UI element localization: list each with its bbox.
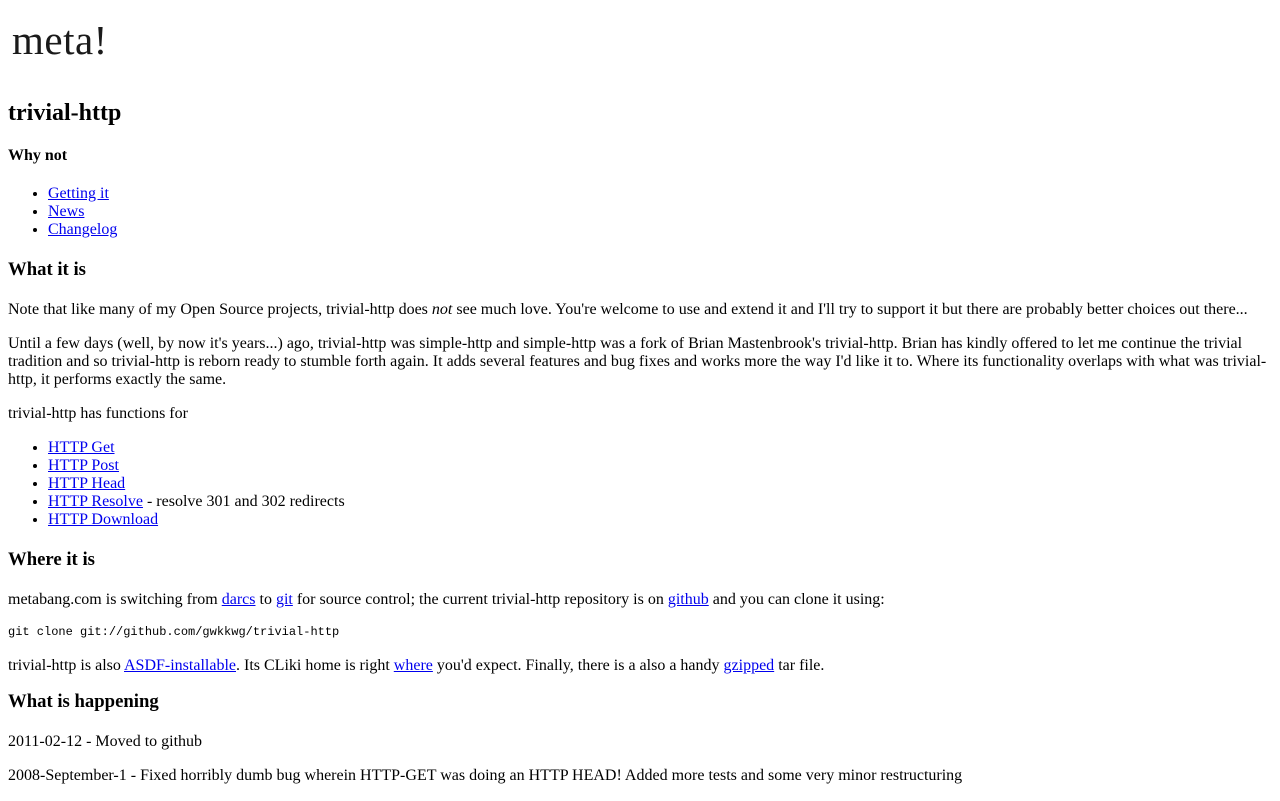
page-title: trivial-http xyxy=(8,100,122,126)
text: . Its CLiki home is right xyxy=(236,657,394,674)
nav-item xyxy=(48,185,1272,203)
git-link[interactable]: git xyxy=(275,591,293,608)
http-get-link[interactable]: HTTP Get xyxy=(48,439,115,456)
nav-item xyxy=(48,203,1272,221)
getting-it-link[interactable]: Getting it xyxy=(48,185,109,202)
news-entry: 2011-02-12 - Moved to github xyxy=(8,733,203,750)
function-item xyxy=(48,511,1272,529)
disclaimer-text-1: Note that like many of my Open Source projects, trivial-http does xyxy=(8,301,432,318)
http-head-link[interactable]: HTTP Head xyxy=(48,475,126,492)
function-item xyxy=(48,493,1272,511)
cliki-where-link[interactable]: where xyxy=(393,657,433,674)
http-post-link[interactable]: HTTP Post xyxy=(48,457,119,474)
text: for source control; the current trivial-http repository is on xyxy=(292,591,668,608)
disclaimer-text-2: see much love. You're welcome to use and extend it and I'll try to support it but there are probably better choices out there... xyxy=(452,301,1248,318)
changelog-link[interactable]: Changelog xyxy=(48,221,118,238)
what-it-is-heading: What it is xyxy=(8,259,86,280)
function-note: - resolve 301 and 302 redirects xyxy=(142,493,345,510)
text: to xyxy=(255,591,276,608)
function-item xyxy=(48,439,1272,457)
main-content xyxy=(8,147,1272,801)
gzipped-link[interactable]: gzipped xyxy=(723,657,775,674)
clone-command: git clone git://github.com/gwkkwg/trivial-http xyxy=(8,625,340,639)
function-item xyxy=(48,457,1272,475)
text: tar file. xyxy=(774,657,825,674)
nav-item xyxy=(48,221,1272,239)
http-resolve-link[interactable]: HTTP Resolve xyxy=(48,493,143,510)
text: trivial-http is also xyxy=(8,657,124,674)
text: metabang.com is switching from xyxy=(8,591,222,608)
asdf-installable-link[interactable]: ASDF-installable xyxy=(124,657,236,674)
github-link[interactable]: github xyxy=(667,591,709,608)
text: and you can clone it using: xyxy=(708,591,885,608)
source-control-paragraph xyxy=(8,591,1272,609)
nav-links xyxy=(8,185,1272,239)
history-paragraph: Until a few days (well, by now it's years...) ago, trivial-http was simple-http and simple-http was a fork of Brian Mastenbrook's trivial-http. Brian has kindly offered to let me continue the trivial tradition and so trivial-http is reborn ready to stumble forth again. It adds several features and bug fixes and works more the way I'd like it to. Where its functionality overlaps with what was trivial-http, it performs exactly the same. xyxy=(8,335,1267,388)
http-download-link[interactable]: HTTP Download xyxy=(48,511,159,528)
why-not-heading: Why not xyxy=(8,147,68,164)
disclaimer-emphasis: not xyxy=(431,301,453,318)
functions-intro: trivial-http has functions for xyxy=(8,405,188,422)
install-paragraph xyxy=(8,657,1272,675)
text: you'd expect. Finally, there is a also a handy xyxy=(432,657,724,674)
what-is-happening-heading: What is happening xyxy=(8,691,159,712)
functions-list xyxy=(8,439,1272,529)
site-logo[interactable]: meta! xyxy=(12,17,108,63)
where-it-is-heading: Where it is xyxy=(8,549,95,570)
function-item xyxy=(48,475,1272,493)
darcs-link[interactable]: darcs xyxy=(221,591,256,608)
disclaimer-paragraph xyxy=(8,301,1272,319)
news-entry: 2008-September-1 - Fixed horribly dumb bug wherein HTTP-GET was doing an HTTP HEAD! Added more tests and some very minor restructuring xyxy=(8,767,963,784)
news-link[interactable]: News xyxy=(48,203,85,220)
